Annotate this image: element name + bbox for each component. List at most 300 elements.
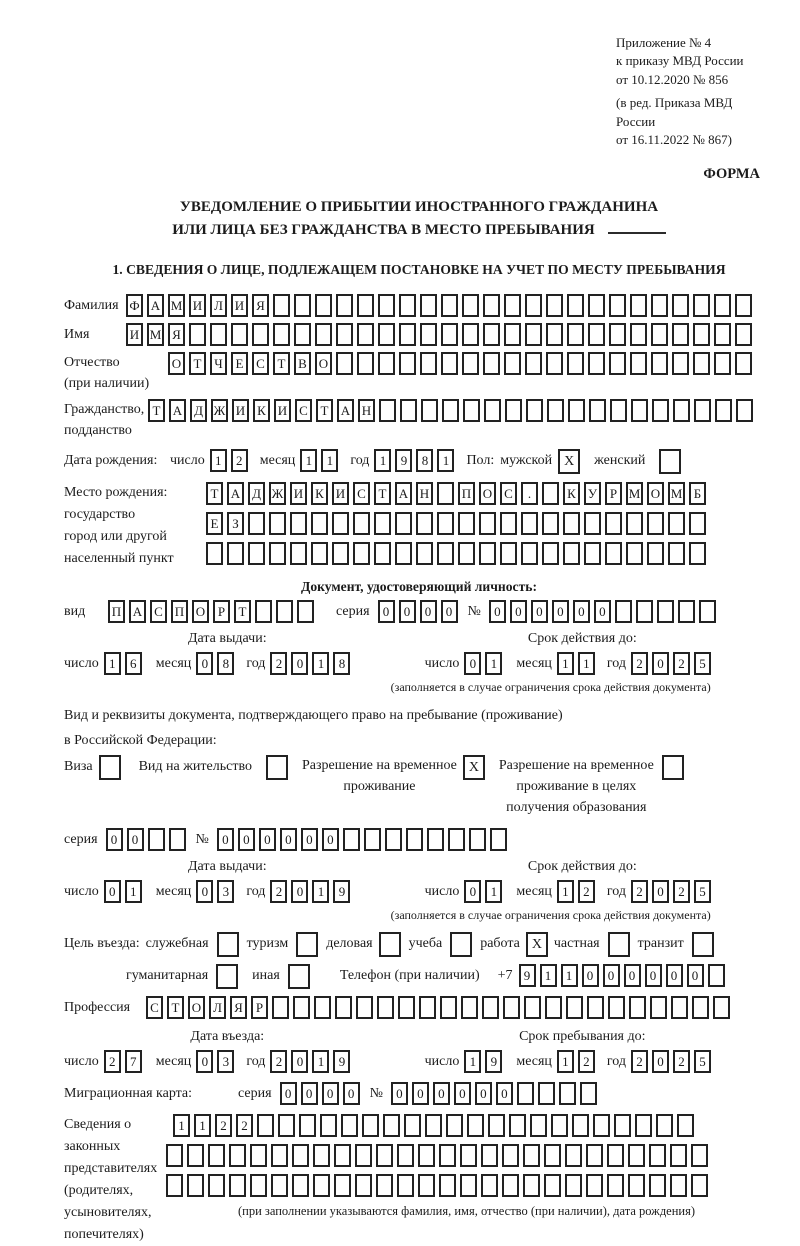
- char-box[interactable]: [479, 542, 496, 565]
- char-box[interactable]: [630, 352, 647, 375]
- char-box[interactable]: [509, 1114, 526, 1137]
- char-box[interactable]: 9: [395, 449, 412, 472]
- char-box[interactable]: [315, 323, 332, 346]
- char-box[interactable]: [544, 1144, 561, 1167]
- purpose-tourism-checkbox[interactable]: [296, 932, 318, 957]
- char-box[interactable]: [523, 1144, 540, 1167]
- char-box[interactable]: [420, 323, 437, 346]
- char-box[interactable]: [530, 1114, 547, 1137]
- char-box[interactable]: 2: [270, 880, 287, 903]
- char-box[interactable]: [437, 482, 454, 505]
- temp-residence-checkbox[interactable]: X: [463, 755, 485, 780]
- char-box[interactable]: [335, 996, 352, 1019]
- char-box[interactable]: [668, 542, 685, 565]
- char-box[interactable]: 0: [573, 600, 590, 623]
- char-box[interactable]: [629, 996, 646, 1019]
- char-box[interactable]: [385, 828, 402, 851]
- char-box[interactable]: У: [584, 482, 601, 505]
- char-box[interactable]: [255, 600, 272, 623]
- char-box[interactable]: [525, 294, 542, 317]
- char-box[interactable]: И: [290, 482, 307, 505]
- char-box[interactable]: [250, 1174, 267, 1197]
- char-box[interactable]: [673, 399, 690, 422]
- char-box[interactable]: [320, 1114, 337, 1137]
- char-box[interactable]: [631, 399, 648, 422]
- char-box[interactable]: [490, 828, 507, 851]
- char-box[interactable]: 0: [489, 600, 506, 623]
- char-box[interactable]: [460, 1174, 477, 1197]
- char-box[interactable]: [379, 399, 396, 422]
- purpose-private-checkbox[interactable]: [608, 932, 630, 957]
- char-box[interactable]: [650, 996, 667, 1019]
- char-box[interactable]: 1: [194, 1114, 211, 1137]
- char-box[interactable]: [481, 1144, 498, 1167]
- char-box[interactable]: Я: [230, 996, 247, 1019]
- char-box[interactable]: [376, 1144, 393, 1167]
- char-box[interactable]: 0: [238, 828, 255, 851]
- char-box[interactable]: [206, 542, 223, 565]
- char-box[interactable]: 1: [104, 652, 121, 675]
- char-box[interactable]: [649, 1174, 666, 1197]
- char-box[interactable]: [353, 542, 370, 565]
- char-box[interactable]: П: [108, 600, 125, 623]
- char-box[interactable]: [678, 600, 695, 623]
- char-box[interactable]: [630, 323, 647, 346]
- char-box[interactable]: В: [294, 352, 311, 375]
- char-box[interactable]: [400, 399, 417, 422]
- char-box[interactable]: 1: [321, 449, 338, 472]
- char-box[interactable]: [416, 542, 433, 565]
- char-box[interactable]: 0: [291, 652, 308, 675]
- char-box[interactable]: [297, 600, 314, 623]
- char-box[interactable]: И: [231, 294, 248, 317]
- char-box[interactable]: [672, 352, 689, 375]
- char-box[interactable]: [559, 1082, 576, 1105]
- char-box[interactable]: С: [353, 482, 370, 505]
- char-box[interactable]: [314, 996, 331, 1019]
- char-box[interactable]: [504, 294, 521, 317]
- char-box[interactable]: Ж: [269, 482, 286, 505]
- char-box[interactable]: [651, 323, 668, 346]
- char-box[interactable]: [614, 1114, 631, 1137]
- char-box[interactable]: [615, 600, 632, 623]
- char-box[interactable]: [521, 542, 538, 565]
- char-box[interactable]: [420, 294, 437, 317]
- char-box[interactable]: [651, 352, 668, 375]
- char-box[interactable]: [440, 996, 457, 1019]
- char-box[interactable]: [208, 1174, 225, 1197]
- char-box[interactable]: [672, 294, 689, 317]
- char-box[interactable]: Я: [168, 323, 185, 346]
- char-box[interactable]: [546, 352, 563, 375]
- char-box[interactable]: [694, 399, 711, 422]
- char-box[interactable]: И: [189, 294, 206, 317]
- char-box[interactable]: 2: [236, 1114, 253, 1137]
- char-box[interactable]: [313, 1144, 330, 1167]
- char-box[interactable]: К: [311, 482, 328, 505]
- char-box[interactable]: [670, 1174, 687, 1197]
- char-box[interactable]: [526, 399, 543, 422]
- char-box[interactable]: [446, 1114, 463, 1137]
- char-box[interactable]: [572, 1114, 589, 1137]
- char-box[interactable]: [437, 512, 454, 535]
- char-box[interactable]: 2: [270, 1050, 287, 1073]
- char-box[interactable]: [383, 1114, 400, 1137]
- char-box[interactable]: [505, 399, 522, 422]
- char-box[interactable]: [483, 323, 500, 346]
- char-box[interactable]: А: [147, 294, 164, 317]
- char-box[interactable]: .: [521, 482, 538, 505]
- char-box[interactable]: 0: [652, 1050, 669, 1073]
- char-box[interactable]: [227, 542, 244, 565]
- char-box[interactable]: [357, 352, 374, 375]
- char-box[interactable]: [708, 964, 725, 987]
- char-box[interactable]: [334, 1174, 351, 1197]
- char-box[interactable]: [229, 1174, 246, 1197]
- char-box[interactable]: [671, 996, 688, 1019]
- char-box[interactable]: [231, 323, 248, 346]
- char-box[interactable]: О: [479, 482, 496, 505]
- char-box[interactable]: 3: [217, 880, 234, 903]
- char-box[interactable]: [419, 996, 436, 1019]
- char-box[interactable]: [649, 1144, 666, 1167]
- char-box[interactable]: [538, 1082, 555, 1105]
- char-box[interactable]: [657, 600, 674, 623]
- char-box[interactable]: [546, 294, 563, 317]
- char-box[interactable]: [437, 542, 454, 565]
- char-box[interactable]: [399, 352, 416, 375]
- char-box[interactable]: Т: [273, 352, 290, 375]
- char-box[interactable]: [628, 1144, 645, 1167]
- char-box[interactable]: 1: [374, 449, 391, 472]
- char-box[interactable]: 1: [578, 652, 595, 675]
- char-box[interactable]: [628, 1174, 645, 1197]
- char-box[interactable]: [483, 294, 500, 317]
- char-box[interactable]: [502, 1144, 519, 1167]
- char-box[interactable]: [276, 600, 293, 623]
- char-box[interactable]: [689, 512, 706, 535]
- char-box[interactable]: 0: [301, 828, 318, 851]
- char-box[interactable]: 9: [333, 880, 350, 903]
- char-box[interactable]: [420, 352, 437, 375]
- char-box[interactable]: [208, 1144, 225, 1167]
- char-box[interactable]: И: [232, 399, 249, 422]
- char-box[interactable]: 1: [173, 1114, 190, 1137]
- char-box[interactable]: [425, 1114, 442, 1137]
- char-box[interactable]: С: [295, 399, 312, 422]
- char-box[interactable]: [273, 294, 290, 317]
- char-box[interactable]: И: [332, 482, 349, 505]
- char-box[interactable]: [229, 1144, 246, 1167]
- char-box[interactable]: [290, 512, 307, 535]
- char-box[interactable]: [670, 1144, 687, 1167]
- char-box[interactable]: [357, 323, 374, 346]
- char-box[interactable]: 0: [464, 652, 481, 675]
- char-box[interactable]: Т: [167, 996, 184, 1019]
- char-box[interactable]: [481, 1174, 498, 1197]
- char-box[interactable]: [273, 323, 290, 346]
- char-box[interactable]: Е: [231, 352, 248, 375]
- char-box[interactable]: 0: [652, 880, 669, 903]
- char-box[interactable]: [357, 294, 374, 317]
- char-box[interactable]: [551, 1114, 568, 1137]
- char-box[interactable]: [626, 542, 643, 565]
- char-box[interactable]: 6: [125, 652, 142, 675]
- char-box[interactable]: [441, 352, 458, 375]
- char-box[interactable]: [714, 294, 731, 317]
- char-box[interactable]: [397, 1174, 414, 1197]
- char-box[interactable]: 2: [578, 880, 595, 903]
- char-box[interactable]: [397, 1144, 414, 1167]
- char-box[interactable]: [607, 1174, 624, 1197]
- char-box[interactable]: Т: [189, 352, 206, 375]
- char-box[interactable]: [406, 828, 423, 851]
- char-box[interactable]: П: [171, 600, 188, 623]
- char-box[interactable]: [689, 542, 706, 565]
- char-box[interactable]: [714, 323, 731, 346]
- char-box[interactable]: [460, 1144, 477, 1167]
- char-box[interactable]: М: [147, 323, 164, 346]
- char-box[interactable]: [364, 828, 381, 851]
- char-box[interactable]: [315, 294, 332, 317]
- char-box[interactable]: М: [668, 482, 685, 505]
- char-box[interactable]: 2: [215, 1114, 232, 1137]
- char-box[interactable]: Р: [251, 996, 268, 1019]
- char-box[interactable]: [294, 323, 311, 346]
- male-checkbox[interactable]: X: [558, 449, 580, 474]
- char-box[interactable]: [651, 294, 668, 317]
- char-box[interactable]: [677, 1114, 694, 1137]
- char-box[interactable]: [608, 996, 625, 1019]
- char-box[interactable]: [399, 323, 416, 346]
- char-box[interactable]: О: [168, 352, 185, 375]
- char-box[interactable]: [395, 512, 412, 535]
- char-box[interactable]: [609, 294, 626, 317]
- char-box[interactable]: [374, 512, 391, 535]
- char-box[interactable]: [691, 1174, 708, 1197]
- char-box[interactable]: 0: [464, 880, 481, 903]
- char-box[interactable]: [483, 352, 500, 375]
- char-box[interactable]: 0: [391, 1082, 408, 1105]
- char-box[interactable]: [469, 828, 486, 851]
- char-box[interactable]: [626, 512, 643, 535]
- char-box[interactable]: О: [192, 600, 209, 623]
- char-box[interactable]: [588, 352, 605, 375]
- char-box[interactable]: [313, 1174, 330, 1197]
- char-box[interactable]: 8: [333, 652, 350, 675]
- char-box[interactable]: [248, 542, 265, 565]
- char-box[interactable]: [278, 1114, 295, 1137]
- char-box[interactable]: 2: [631, 880, 648, 903]
- char-box[interactable]: 2: [673, 1050, 690, 1073]
- char-box[interactable]: [652, 399, 669, 422]
- char-box[interactable]: [656, 1114, 673, 1137]
- char-box[interactable]: [399, 294, 416, 317]
- char-box[interactable]: [735, 323, 752, 346]
- char-box[interactable]: 1: [300, 449, 317, 472]
- char-box[interactable]: [336, 294, 353, 317]
- char-box[interactable]: О: [315, 352, 332, 375]
- char-box[interactable]: [353, 512, 370, 535]
- char-box[interactable]: Д: [190, 399, 207, 422]
- char-box[interactable]: 0: [454, 1082, 471, 1105]
- char-box[interactable]: [568, 399, 585, 422]
- char-box[interactable]: 1: [437, 449, 454, 472]
- char-box[interactable]: 1: [312, 652, 329, 675]
- char-box[interactable]: 2: [578, 1050, 595, 1073]
- char-box[interactable]: [378, 323, 395, 346]
- char-box[interactable]: 2: [673, 652, 690, 675]
- char-box[interactable]: 1: [312, 1050, 329, 1073]
- char-box[interactable]: 5: [694, 1050, 711, 1073]
- char-box[interactable]: [299, 1114, 316, 1137]
- char-box[interactable]: [332, 512, 349, 535]
- char-box[interactable]: 0: [322, 828, 339, 851]
- char-box[interactable]: 0: [196, 880, 213, 903]
- char-box[interactable]: 0: [652, 652, 669, 675]
- char-box[interactable]: С: [146, 996, 163, 1019]
- char-box[interactable]: [488, 1114, 505, 1137]
- char-box[interactable]: [248, 512, 265, 535]
- char-box[interactable]: С: [252, 352, 269, 375]
- purpose-study-checkbox[interactable]: [450, 932, 472, 957]
- char-box[interactable]: [605, 512, 622, 535]
- char-box[interactable]: Н: [416, 482, 433, 505]
- char-box[interactable]: Р: [213, 600, 230, 623]
- char-box[interactable]: 1: [561, 964, 578, 987]
- char-box[interactable]: [545, 996, 562, 1019]
- char-box[interactable]: А: [337, 399, 354, 422]
- char-box[interactable]: [292, 1174, 309, 1197]
- char-box[interactable]: [355, 1174, 372, 1197]
- char-box[interactable]: [693, 352, 710, 375]
- char-box[interactable]: 0: [378, 600, 395, 623]
- char-box[interactable]: З: [227, 512, 244, 535]
- char-box[interactable]: [647, 512, 664, 535]
- char-box[interactable]: 0: [280, 828, 297, 851]
- char-box[interactable]: 1: [540, 964, 557, 987]
- char-box[interactable]: [546, 323, 563, 346]
- char-box[interactable]: 8: [217, 652, 234, 675]
- char-box[interactable]: [502, 1174, 519, 1197]
- char-box[interactable]: [479, 512, 496, 535]
- char-box[interactable]: [334, 1144, 351, 1167]
- char-box[interactable]: [439, 1174, 456, 1197]
- char-box[interactable]: 5: [694, 652, 711, 675]
- char-box[interactable]: Т: [206, 482, 223, 505]
- char-box[interactable]: М: [626, 482, 643, 505]
- char-box[interactable]: [398, 996, 415, 1019]
- char-box[interactable]: 1: [125, 880, 142, 903]
- purpose-other-checkbox[interactable]: [288, 964, 310, 989]
- char-box[interactable]: О: [188, 996, 205, 1019]
- char-box[interactable]: А: [227, 482, 244, 505]
- char-box[interactable]: Ч: [210, 352, 227, 375]
- char-box[interactable]: 0: [196, 1050, 213, 1073]
- char-box[interactable]: [378, 294, 395, 317]
- char-box[interactable]: [567, 294, 584, 317]
- char-box[interactable]: [504, 352, 521, 375]
- char-box[interactable]: [567, 352, 584, 375]
- char-box[interactable]: П: [458, 482, 475, 505]
- char-box[interactable]: К: [563, 482, 580, 505]
- char-box[interactable]: 0: [420, 600, 437, 623]
- char-box[interactable]: [565, 1174, 582, 1197]
- char-box[interactable]: [269, 512, 286, 535]
- char-box[interactable]: 1: [557, 880, 574, 903]
- char-box[interactable]: 0: [531, 600, 548, 623]
- purpose-business-checkbox[interactable]: [379, 932, 401, 957]
- char-box[interactable]: 0: [322, 1082, 339, 1105]
- char-box[interactable]: 7: [125, 1050, 142, 1073]
- char-box[interactable]: [584, 542, 601, 565]
- char-box[interactable]: [421, 399, 438, 422]
- char-box[interactable]: 1: [464, 1050, 481, 1073]
- temp-residence-edu-checkbox[interactable]: [662, 755, 684, 780]
- female-checkbox[interactable]: [659, 449, 681, 474]
- char-box[interactable]: Т: [374, 482, 391, 505]
- char-box[interactable]: [458, 512, 475, 535]
- char-box[interactable]: [404, 1114, 421, 1137]
- char-box[interactable]: 0: [106, 828, 123, 851]
- char-box[interactable]: [462, 323, 479, 346]
- char-box[interactable]: [693, 294, 710, 317]
- char-box[interactable]: Е: [206, 512, 223, 535]
- char-box[interactable]: 0: [127, 828, 144, 851]
- char-box[interactable]: [187, 1174, 204, 1197]
- char-box[interactable]: [587, 996, 604, 1019]
- char-box[interactable]: 1: [485, 880, 502, 903]
- char-box[interactable]: 1: [557, 1050, 574, 1073]
- char-box[interactable]: [418, 1144, 435, 1167]
- char-box[interactable]: 0: [510, 600, 527, 623]
- char-box[interactable]: [467, 1114, 484, 1137]
- char-box[interactable]: [336, 323, 353, 346]
- char-box[interactable]: [692, 996, 709, 1019]
- char-box[interactable]: [332, 542, 349, 565]
- char-box[interactable]: [636, 600, 653, 623]
- char-box[interactable]: [517, 1082, 534, 1105]
- char-box[interactable]: 1: [557, 652, 574, 675]
- char-box[interactable]: [607, 1144, 624, 1167]
- char-box[interactable]: [714, 352, 731, 375]
- char-box[interactable]: 2: [673, 880, 690, 903]
- char-box[interactable]: [580, 1082, 597, 1105]
- char-box[interactable]: [524, 996, 541, 1019]
- char-box[interactable]: [257, 1114, 274, 1137]
- char-box[interactable]: [484, 399, 501, 422]
- char-box[interactable]: [586, 1174, 603, 1197]
- char-box[interactable]: [458, 542, 475, 565]
- char-box[interactable]: 5: [694, 880, 711, 903]
- char-box[interactable]: [588, 323, 605, 346]
- char-box[interactable]: [448, 828, 465, 851]
- char-box[interactable]: [542, 542, 559, 565]
- char-box[interactable]: О: [647, 482, 664, 505]
- char-box[interactable]: [693, 323, 710, 346]
- char-box[interactable]: [605, 542, 622, 565]
- char-box[interactable]: Л: [209, 996, 226, 1019]
- char-box[interactable]: [566, 996, 583, 1019]
- char-box[interactable]: М: [168, 294, 185, 317]
- char-box[interactable]: [713, 996, 730, 1019]
- char-box[interactable]: А: [169, 399, 186, 422]
- char-box[interactable]: [189, 323, 206, 346]
- char-box[interactable]: [589, 399, 606, 422]
- purpose-humanitarian-checkbox[interactable]: [216, 964, 238, 989]
- char-box[interactable]: Б: [689, 482, 706, 505]
- char-box[interactable]: 0: [687, 964, 704, 987]
